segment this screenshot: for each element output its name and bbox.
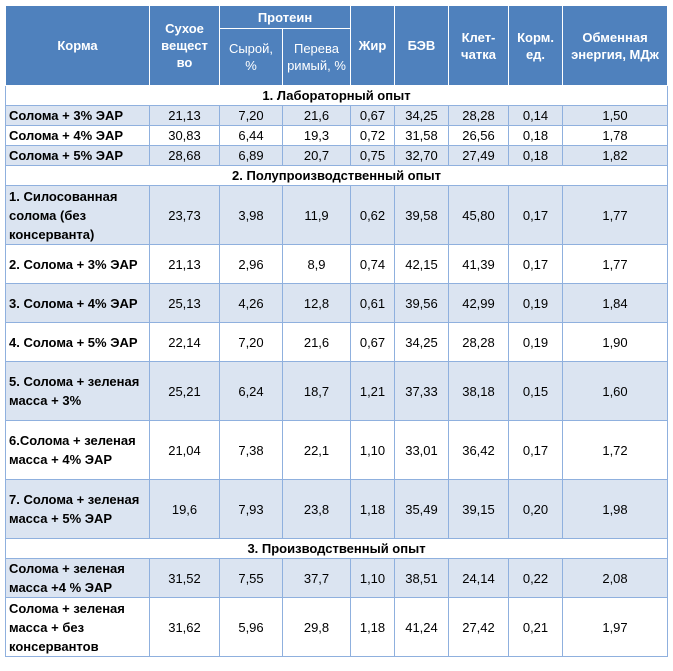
- cell-feed-units: 0,22: [509, 559, 563, 598]
- cell-digestible-protein: 8,9: [283, 245, 351, 284]
- cell-feed-units: 0,19: [509, 323, 563, 362]
- cell-dry-matter: 31,52: [150, 559, 220, 598]
- table-row: [6, 245, 668, 284]
- cell-fiber: 26,56: [449, 126, 509, 146]
- cell-energy: 1,60: [563, 362, 668, 421]
- cell-energy: 1,77: [563, 245, 668, 284]
- row-name: 5. Солома + зеленая масса + 3%: [6, 362, 150, 421]
- cell-fat: 1,18: [351, 480, 395, 539]
- row-name: Солома + 5% ЭАР: [6, 146, 150, 166]
- header-energy: Обменная энергия, МДж: [563, 6, 668, 86]
- cell-fiber: 27,49: [449, 146, 509, 166]
- cell-fat: 0,61: [351, 284, 395, 323]
- cell-nfe: 35,49: [395, 480, 449, 539]
- cell-nfe: 32,70: [395, 146, 449, 166]
- header-crude-protein: Сырой, %: [220, 29, 283, 86]
- cell-energy: 1,77: [563, 186, 668, 245]
- cell-fiber: 27,42: [449, 598, 509, 657]
- cell-nfe: 41,24: [395, 598, 449, 657]
- cell-digestible-protein: 37,7: [283, 559, 351, 598]
- cell-feed-units: 0,18: [509, 146, 563, 166]
- row-name: 7. Солома + зеленая масса + 5% ЭАР: [6, 480, 150, 539]
- cell-fiber: 41,39: [449, 245, 509, 284]
- table-row: [6, 362, 668, 421]
- cell-dry-matter: 21,13: [150, 245, 220, 284]
- cell-energy: 1,97: [563, 598, 668, 657]
- header-feed: Корма: [6, 6, 150, 86]
- row-name: Солома + зеленая масса + без консервантов: [6, 598, 150, 657]
- header-feed-units: Корм. ед.: [509, 6, 563, 86]
- cell-digestible-protein: 23,8: [283, 480, 351, 539]
- row-name: Солома + 3% ЭАР: [6, 106, 150, 126]
- cell-fat: 0,75: [351, 146, 395, 166]
- row-name: 2. Солома + 3% ЭАР: [6, 245, 150, 284]
- cell-feed-units: 0,17: [509, 245, 563, 284]
- cell-fat: 1,10: [351, 421, 395, 480]
- cell-feed-units: 0,17: [509, 421, 563, 480]
- cell-dry-matter: 25,13: [150, 284, 220, 323]
- cell-nfe: 39,56: [395, 284, 449, 323]
- cell-nfe: 33,01: [395, 421, 449, 480]
- header-dry-matter: Сухое вещест во: [150, 6, 220, 86]
- cell-dry-matter: 28,68: [150, 146, 220, 166]
- table-row: [6, 146, 668, 166]
- table-row: [6, 126, 668, 146]
- cell-crude-protein: 2,96: [220, 245, 283, 284]
- header-fiber: Клет- чатка: [449, 6, 509, 86]
- cell-fiber: 24,14: [449, 559, 509, 598]
- cell-digestible-protein: 11,9: [283, 186, 351, 245]
- cell-digestible-protein: 21,6: [283, 323, 351, 362]
- cell-digestible-protein: 21,6: [283, 106, 351, 126]
- cell-nfe: 42,15: [395, 245, 449, 284]
- cell-feed-units: 0,21: [509, 598, 563, 657]
- table-row: [6, 186, 668, 245]
- row-name: 1. Силосованная солома (без консерванта): [6, 186, 150, 245]
- section-title: 2. Полупроизводственный опыт: [6, 166, 668, 186]
- cell-digestible-protein: 12,8: [283, 284, 351, 323]
- cell-fat: 1,10: [351, 559, 395, 598]
- cell-digestible-protein: 19,3: [283, 126, 351, 146]
- cell-dry-matter: 19,6: [150, 480, 220, 539]
- cell-fat: 0,74: [351, 245, 395, 284]
- cell-nfe: 39,58: [395, 186, 449, 245]
- cell-dry-matter: 31,62: [150, 598, 220, 657]
- cell-dry-matter: 21,04: [150, 421, 220, 480]
- cell-feed-units: 0,18: [509, 126, 563, 146]
- cell-nfe: 37,33: [395, 362, 449, 421]
- cell-dry-matter: 25,21: [150, 362, 220, 421]
- header-digestible-protein: Перева римый, %: [283, 29, 351, 86]
- cell-energy: 1,82: [563, 146, 668, 166]
- cell-crude-protein: 6,89: [220, 146, 283, 166]
- row-name: 3. Солома + 4% ЭАР: [6, 284, 150, 323]
- cell-crude-protein: 7,55: [220, 559, 283, 598]
- cell-crude-protein: 4,26: [220, 284, 283, 323]
- cell-fiber: 36,42: [449, 421, 509, 480]
- cell-crude-protein: 6,24: [220, 362, 283, 421]
- cell-feed-units: 0,20: [509, 480, 563, 539]
- cell-crude-protein: 7,20: [220, 323, 283, 362]
- cell-digestible-protein: 22,1: [283, 421, 351, 480]
- cell-energy: 1,90: [563, 323, 668, 362]
- cell-fiber: 28,28: [449, 106, 509, 126]
- table-row: [6, 284, 668, 323]
- cell-energy: 1,78: [563, 126, 668, 146]
- table-row: [6, 323, 668, 362]
- table-row: [6, 106, 668, 126]
- row-name: 4. Солома + 5% ЭАР: [6, 323, 150, 362]
- cell-crude-protein: 5,96: [220, 598, 283, 657]
- cell-crude-protein: 7,38: [220, 421, 283, 480]
- cell-fat: 1,18: [351, 598, 395, 657]
- table-row: [6, 480, 668, 539]
- cell-fat: 0,72: [351, 126, 395, 146]
- header-protein: Протеин: [220, 6, 351, 29]
- cell-dry-matter: 21,13: [150, 106, 220, 126]
- cell-energy: 1,98: [563, 480, 668, 539]
- cell-energy: 1,72: [563, 421, 668, 480]
- cell-fat: 1,21: [351, 362, 395, 421]
- section-title: 1. Лабораторный опыт: [6, 86, 668, 106]
- table-row: [6, 421, 668, 480]
- cell-energy: 2,08: [563, 559, 668, 598]
- cell-feed-units: 0,15: [509, 362, 563, 421]
- cell-digestible-protein: 29,8: [283, 598, 351, 657]
- cell-feed-units: 0,14: [509, 106, 563, 126]
- cell-fat: 0,67: [351, 106, 395, 126]
- cell-nfe: 38,51: [395, 559, 449, 598]
- table-row: [6, 559, 668, 598]
- cell-crude-protein: 6,44: [220, 126, 283, 146]
- cell-nfe: 34,25: [395, 323, 449, 362]
- section-row: [6, 86, 668, 106]
- cell-dry-matter: 22,14: [150, 323, 220, 362]
- cell-fiber: 42,99: [449, 284, 509, 323]
- header-nfe: БЭВ: [395, 6, 449, 86]
- cell-nfe: 31,58: [395, 126, 449, 146]
- cell-energy: 1,50: [563, 106, 668, 126]
- cell-digestible-protein: 18,7: [283, 362, 351, 421]
- table-row: [6, 598, 668, 657]
- cell-crude-protein: 3,98: [220, 186, 283, 245]
- cell-fiber: 39,15: [449, 480, 509, 539]
- cell-nfe: 34,25: [395, 106, 449, 126]
- cell-fat: 0,67: [351, 323, 395, 362]
- header-fat: Жир: [351, 6, 395, 86]
- cell-feed-units: 0,17: [509, 186, 563, 245]
- row-name: Солома + 4% ЭАР: [6, 126, 150, 146]
- cell-digestible-protein: 20,7: [283, 146, 351, 166]
- feed-composition-table: [5, 5, 668, 657]
- cell-dry-matter: 30,83: [150, 126, 220, 146]
- row-name: 6.Солома + зеленая масса + 4% ЭАР: [6, 421, 150, 480]
- row-name: Солома + зеленая масса +4 % ЭАР: [6, 559, 150, 598]
- section-row: [6, 539, 668, 559]
- cell-dry-matter: 23,73: [150, 186, 220, 245]
- cell-fiber: 38,18: [449, 362, 509, 421]
- cell-energy: 1,84: [563, 284, 668, 323]
- cell-feed-units: 0,19: [509, 284, 563, 323]
- section-row: [6, 166, 668, 186]
- cell-crude-protein: 7,93: [220, 480, 283, 539]
- cell-fiber: 45,80: [449, 186, 509, 245]
- section-title: 3. Производственный опыт: [6, 539, 668, 559]
- cell-fat: 0,62: [351, 186, 395, 245]
- cell-crude-protein: 7,20: [220, 106, 283, 126]
- cell-fiber: 28,28: [449, 323, 509, 362]
